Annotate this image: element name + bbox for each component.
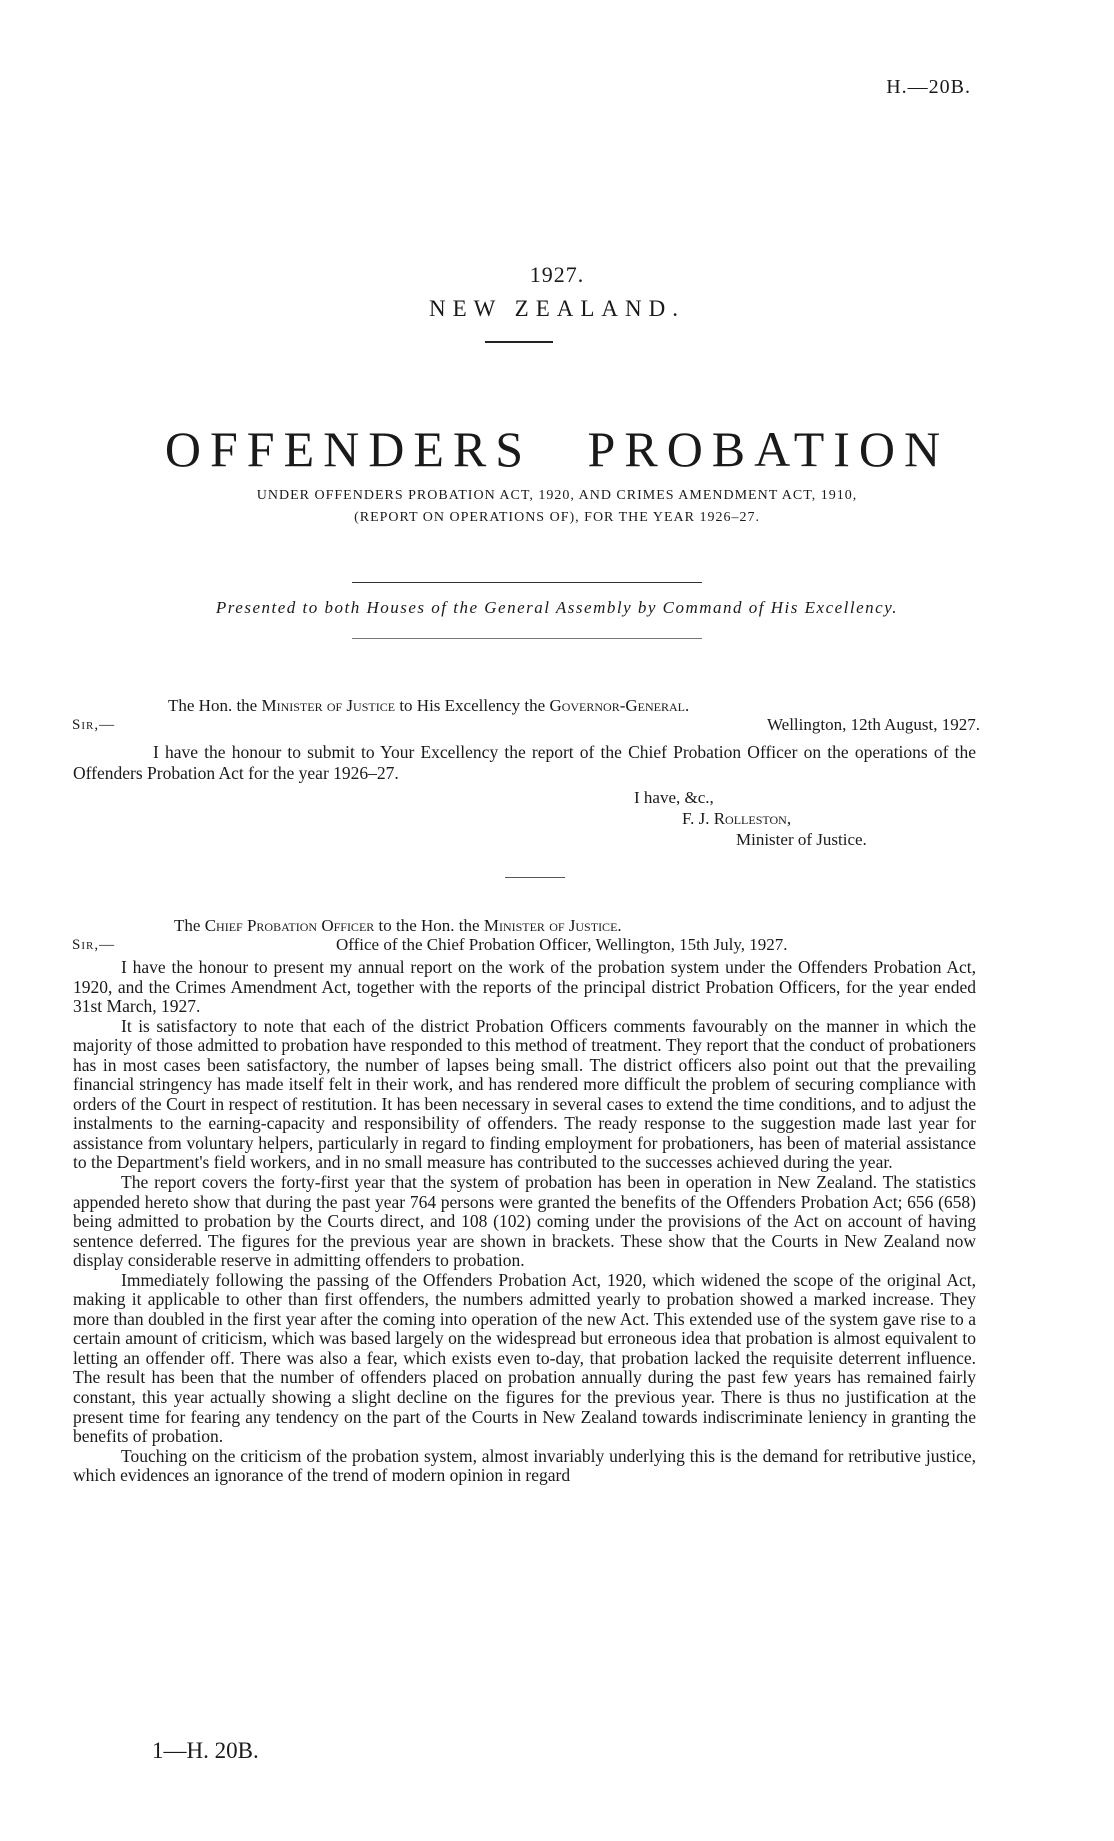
letter-heading [168, 696, 689, 716]
divider-rule [352, 638, 702, 639]
letter-to-title: Minister of Justice. [483, 916, 622, 935]
letter-body: I have the honour to submit to Your Excellency the report of the Chief Probation Officer on the operations of the Offenders Probation Act for the year 1926–27. [73, 742, 976, 783]
letter-from: The Hon. the [168, 696, 258, 715]
letter-from-title: Chief Probation Officer [204, 916, 375, 935]
paragraph: The report covers the forty-first year that the system of probation has been in operation in New Zealand. The statistics appended hereto show that during the past year 764 persons were granted the benefits of the Offenders Probation Act; 656 (658) being admitted to probation by the Courts direct, and 108 (102) coming under the provisions of the Act on account of having sentence deferred. The figures for the previous year are shown in brackets. These show that the Courts in New Zealand now display considerable reserve in admitting offenders to probation. [73, 1172, 976, 1271]
page-footer-reference: 1—H. 20B. [152, 1738, 259, 1763]
letter-to: to His Excellency the [399, 696, 546, 715]
signature: F. J. Rolleston, [682, 809, 792, 828]
paragraph: I have the honour to present my annual report on the work of the probation system under the Offenders Probation Act, 1920, and the Crimes Amendment Act, together with the reports of the principal district Probation Officers, for the year ended 31st March, 1927. [73, 957, 976, 1017]
subtitle-line: UNDER OFFENDERS PROBATION ACT, 1920, AND CRIMES AMENDMENT ACT, 1910, [256, 488, 858, 503]
paragraph: Immediately following the passing of the Offenders Probation Act, 1920, which widened the scope of the original Act, making it applicable to other than first offenders, the numbers admitted yearly to probation showed a marked increase. They more than doubled in the first year after the coming into operation of the new Act. This extended use of the system gave rise to a certain amount of criticism, which was based largely on the widespread but erroneous idea that probation is almost equivalent to letting an offender off. There was also a fear, which exists even to-day, that probation lacked the requisite deterrent influence. The result has been that the number of offenders placed on probation annually during the past few years has remained fairly constant, this year actually showing a slight decline on the figures for the previous year. There is thus no justification at the present time for fearing any tendency on the part of the Courts in New Zealand towards indiscriminate leniency in granting the benefits of probation. [73, 1269, 976, 1447]
salutation: Sir,— [72, 937, 116, 953]
paragraph: It is satisfactory to note that each of the district Probation Officers comments favourably on the manner in which the majority of those admitted to probation have responded to this method of treatment. They report that the conduct of probationers has in most cases been satisfactory, the number of lapses being small. The district officers also point out that the prevailing financial stringency has made itself felt in their work, and has rendered more difficult the problem of securing compliance with orders of the Court in respect of restitution. It has been necessary in several cases to extend the time conditions, and to adjust the instalments to the earning-capacity and responsibility of offenders. The ready response to the suggestion made last year for assistance from voluntary helpers, particularly in regard to finding employment for probationers, has been of material assistance to the Department's field workers, and in no small measure has contributed to the successes achieved during the year. [73, 1015, 976, 1173]
report-body [73, 958, 976, 1486]
place-date: Office of the Chief Probation Officer, Wellington, 15th July, 1927. [336, 935, 788, 954]
closing: I have, &c., [634, 788, 714, 807]
divider-rule [505, 877, 565, 878]
presented-line: Presented to both Houses of the General Assembly by Command of His Excellency. [215, 598, 899, 617]
divider-rule [485, 341, 553, 343]
signature-title: Minister of Justice. [736, 830, 867, 849]
document-reference: H.—20B. [886, 76, 971, 98]
subtitle-line: (REPORT ON OPERATIONS OF), FOR THE YEAR 1926–27. [354, 510, 760, 525]
country-heading: NEW ZEALAND. [428, 296, 686, 321]
letter-heading [174, 916, 622, 936]
paragraph: Touching on the criticism of the probation system, almost invariably underlying this is the demand for retributive justice, which evidences an ignorance of the trend of modern opinion in regard [73, 1445, 976, 1486]
letter-to-title: Governor-General. [549, 696, 690, 715]
divider-rule [352, 582, 702, 583]
page-title: OFFENDERS PROBATION [164, 421, 950, 477]
report-year: 1927. [529, 262, 585, 287]
place-date: Wellington, 12th August, 1927. [766, 715, 980, 734]
letter-from: The [174, 916, 201, 935]
subtitle [0, 485, 1114, 529]
salutation: Sir,— [72, 717, 116, 733]
letter-to: to the Hon. the [378, 916, 480, 935]
letter-from-title: Minister of Justice [261, 696, 396, 715]
